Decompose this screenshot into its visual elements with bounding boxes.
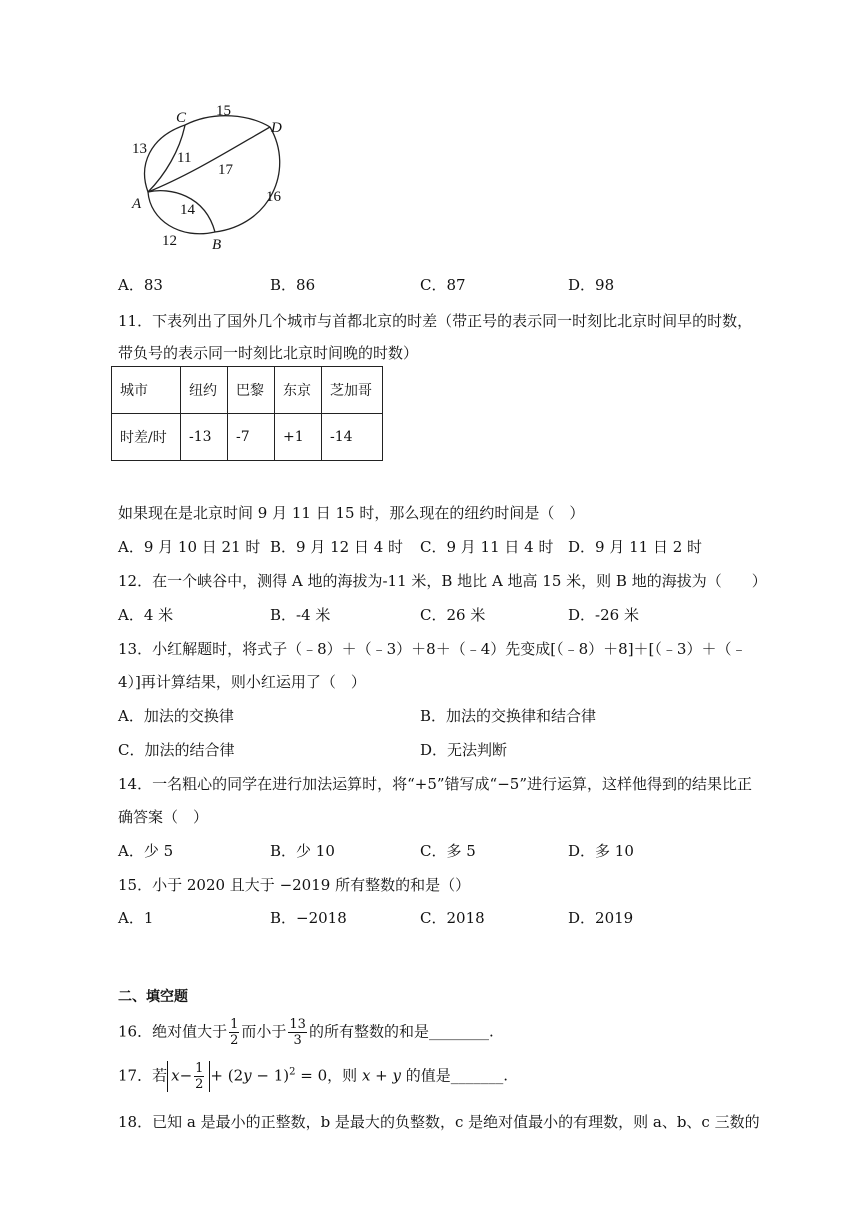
q13-option-d[interactable]: D．无法判断 [420, 741, 508, 759]
q16-post: 的所有整数的和是________. [308, 1022, 494, 1041]
q15-option-b[interactable]: B．−2018 [270, 909, 347, 927]
label-A: A [132, 196, 142, 212]
table-cell: 东京 [275, 367, 322, 414]
fraction-1-2 [194, 1061, 204, 1092]
exponent: 2 [289, 1066, 296, 1078]
table-cell: 纽约 [181, 367, 228, 414]
q17-post: 的值是_______. [400, 1066, 509, 1085]
edge-13: 13 [132, 141, 147, 157]
minus-sign: − [179, 1066, 193, 1085]
table-row [112, 367, 383, 414]
q10-option-c[interactable]: C．87 [420, 276, 466, 294]
fraction-denominator: 2 [195, 1077, 204, 1092]
fraction-denominator: 3 [293, 1033, 302, 1048]
q11-stem-line1: 11．下表列出了国外几个城市与首都北京的时差（带正号的表示同一时刻比北京时间早的时数， [118, 312, 753, 330]
table-cell: 城市 [112, 367, 181, 414]
q12-option-d[interactable]: D．-26 米 [568, 606, 639, 624]
q18-stem: 18．已知 a 是最小的正整数，b 是最大的负整数，c 是绝对值最小的有理数，则 a、b、c 三数的 [118, 1113, 760, 1131]
absolute-value [167, 1061, 210, 1092]
q16-pre: 16．绝对值大于 [118, 1022, 228, 1041]
segment-AD [148, 127, 270, 192]
q17-stem [118, 1061, 508, 1092]
q14-option-a[interactable]: A．少 5 [118, 842, 174, 860]
q14-option-b[interactable]: B．少 10 [270, 842, 335, 860]
table-row [112, 414, 383, 461]
var-x: x [171, 1066, 180, 1085]
q17-pre: 17．若 [118, 1066, 168, 1085]
q10-option-a[interactable]: A．83 [118, 276, 163, 294]
table-cell: 芝加哥 [322, 367, 383, 414]
q12-stem: 12．在一个峡谷中，测得 A 地的海拔为-11 米，B 地比 A 地高 15 米，则 B 地的海拔为（ ） [118, 572, 767, 590]
q12-option-a[interactable]: A．4 米 [118, 606, 174, 624]
q16-mid: 而小于 [241, 1022, 287, 1041]
q15-option-c[interactable]: C．2018 [420, 909, 485, 927]
arc-BD [215, 127, 280, 232]
label-C: C [176, 110, 187, 126]
fraction-numerator: 13 [289, 1017, 306, 1032]
q11-option-b[interactable]: B．9 月 12 日 4 时 [270, 538, 404, 556]
var-y: y [243, 1066, 252, 1085]
q13-option-c[interactable]: C．加法的结合律 [118, 741, 235, 759]
q11-question: 如果现在是北京时间 9 月 11 日 15 时，那么现在的纽约时间是（ ） [118, 504, 585, 522]
label-D: D [271, 120, 282, 136]
fraction-numerator: 1 [195, 1061, 204, 1076]
q11-stem-line2: 带负号的表示同一时刻比北京时间晚的时数） [118, 344, 419, 362]
q11-option-c[interactable]: C．9 月 11 日 4 时 [420, 538, 554, 556]
fraction-numerator: 1 [230, 1017, 239, 1032]
edge-16: 16 [266, 189, 281, 205]
q14-option-d[interactable]: D．多 10 [568, 842, 634, 860]
q12-option-b[interactable]: B．-4 米 [270, 606, 331, 624]
edge-12: 12 [162, 233, 177, 249]
q17-eq: = 0，则 [295, 1066, 362, 1085]
q11-option-a[interactable]: A．9 月 10 日 21 时 [118, 538, 261, 556]
q17-tail: − 1) [251, 1066, 290, 1085]
q17-plus: + (2 [210, 1066, 244, 1085]
table-cell: +1 [275, 414, 322, 461]
q12-option-c[interactable]: C．26 米 [420, 606, 486, 624]
q15-option-d[interactable]: D．2019 [568, 909, 634, 927]
q13-option-b[interactable]: B．加法的交换律和结合律 [420, 707, 597, 725]
table-cell: -14 [322, 414, 383, 461]
q14-stem-line1: 14．一名粗心的同学在进行加法运算时，将“+5”错写成“−5”进行运算，这样他得到的结果比正 [118, 775, 752, 793]
q14-option-c[interactable]: C．多 5 [420, 842, 476, 860]
fraction-1-2 [229, 1017, 239, 1048]
table-cell: -7 [228, 414, 275, 461]
q10-option-d[interactable]: D．98 [568, 276, 615, 294]
table-cell: 巴黎 [228, 367, 275, 414]
q13-option-a[interactable]: A．加法的交换律 [118, 707, 234, 725]
edge-11: 11 [177, 150, 192, 166]
q15-stem: 15．小于 2020 且大于 −2019 所有整数的和是（） [118, 876, 471, 894]
q16-stem [118, 1017, 494, 1048]
q10-option-b[interactable]: B．86 [270, 276, 316, 294]
edge-14: 14 [180, 202, 195, 218]
q11-option-d[interactable]: D．9 月 11 日 2 时 [568, 538, 703, 556]
q15-option-a[interactable]: A．1 [118, 909, 154, 927]
fraction-13-3 [288, 1017, 307, 1048]
x-plus-y: x + y [361, 1066, 401, 1085]
edge-17: 17 [218, 162, 233, 178]
q13-stem-line1: 13．小红解题时，将式子（﹣8）＋（﹣3）＋8＋（﹣4）先变成[（﹣8）＋8]＋[（﹣3）＋（﹣ [118, 640, 747, 658]
q13-stem-line2: 4）]再计算结果，则小红运用了（ ） [118, 673, 366, 691]
edge-15: 15 [216, 103, 231, 119]
table-cell: -13 [181, 414, 228, 461]
time-difference-table [111, 366, 383, 461]
fraction-denominator: 2 [230, 1033, 239, 1048]
table-cell: 时差/时 [112, 414, 181, 461]
geometry-diagram [120, 95, 300, 255]
section-title: 二、填空题 [118, 989, 188, 1005]
label-B: B [212, 237, 222, 253]
q14-stem-line2: 确答案（ ） [118, 808, 209, 826]
